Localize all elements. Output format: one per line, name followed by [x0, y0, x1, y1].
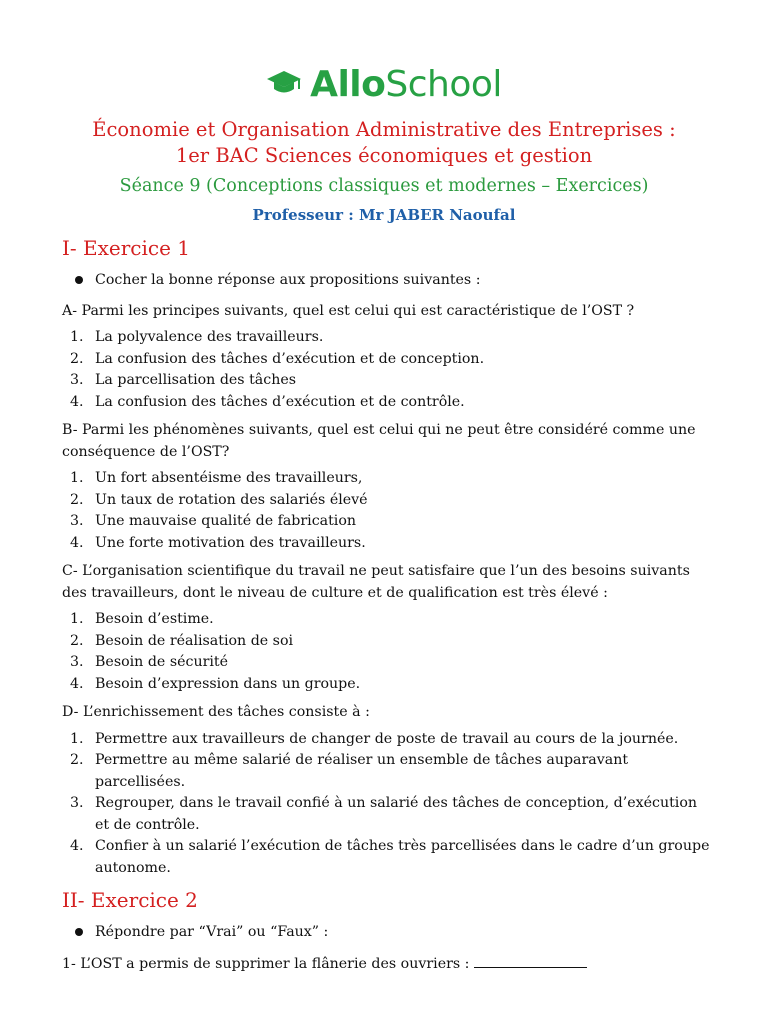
logo-text: AlloSchool [310, 64, 502, 105]
options-list-c [62, 609, 712, 695]
options-list-d [62, 729, 712, 880]
professor-name: Professeur : Mr JABER Naoufal [252, 206, 516, 224]
graduation-cap-icon [266, 69, 302, 101]
option-item: 4. Une forte motivation des travailleurs. [70, 534, 366, 551]
instruction-bullet: Répondre par “Vrai” ou “Faux” : [62, 922, 712, 944]
section-heading-exercise-1: I- Exercice 1 [62, 236, 191, 260]
option-item: 2. Besoin de réalisation de soi [70, 632, 294, 649]
option-item: 4. Confier à un salarié l’exécution de tâches très parcellisées dans le cadre d’un groupe autonome. [70, 838, 710, 876]
option-item: 2. Permettre au même salarié de réaliser un ensemble de tâches auparavant parcellisées. [70, 752, 629, 790]
option-item: 4. La confusion des tâches d’exécution et de contrôle. [70, 393, 465, 410]
question-c: C- L’organisation scientifique du travail ne peut satisfaire que l’un des besoins suivants des travailleurs, dont le niveau de culture et de qualification est très élevé : [62, 563, 690, 601]
option-item: 1. Besoin d’estime. [70, 611, 214, 627]
instruction-bullet: Cocher la bonne réponse aux propositions suivantes : [62, 270, 712, 292]
option-item: 1. Un fort absentéisme des travailleurs, [70, 470, 363, 486]
option-item: 3. Besoin de sécurité [70, 654, 228, 670]
options-list-b [62, 468, 712, 554]
true-false-item-1: 1- L’OST a permis de supprimer la flânerie des ouvriers : [62, 953, 712, 976]
bullet-icon [75, 276, 83, 284]
option-item: 3. Une mauvaise qualité de fabrication [70, 513, 357, 529]
bullet-icon [75, 928, 83, 936]
question-d: D- L’enrichissement des tâches consiste à : [62, 704, 370, 720]
document-body [62, 234, 712, 980]
options-list-a [62, 327, 712, 413]
section-heading-exercise-2: II- Exercice 2 [62, 888, 198, 912]
option-item: 4. Besoin d’expression dans un groupe. [70, 675, 361, 692]
answer-blank [474, 953, 587, 968]
option-item: 1. Permettre aux travailleurs de changer de poste de travail au cours de la journée. [70, 730, 679, 747]
option-item: 1. La polyvalence des travailleurs. [70, 329, 324, 345]
question-b: B- Parmi les phénomènes suivants, quel est celui qui ne peut être considéré comme une conséquence de l’OST? [62, 422, 696, 460]
question-a: A- Parmi les principes suivants, quel est celui qui est caractéristique de l’OST ? [62, 302, 635, 319]
option-item: 3. La parcellisation des tâches [70, 372, 297, 388]
alloschool-logo [0, 64, 768, 105]
document-subtitle: Séance 9 (Conceptions classiques et modernes – Exercices) [119, 176, 649, 196]
option-item: 2. Un taux de rotation des salariés élevé [70, 491, 368, 508]
option-item: 3. Regrouper, dans le travail confié à un salarié des tâches de conception, d’exécution et de contrôle. [70, 795, 698, 833]
option-item: 2. La confusion des tâches d’exécution et de conception. [70, 350, 485, 367]
document-title: Économie et Organisation Administrative des Entreprises : 1er BAC Sciences économiques et gestion [92, 118, 676, 167]
